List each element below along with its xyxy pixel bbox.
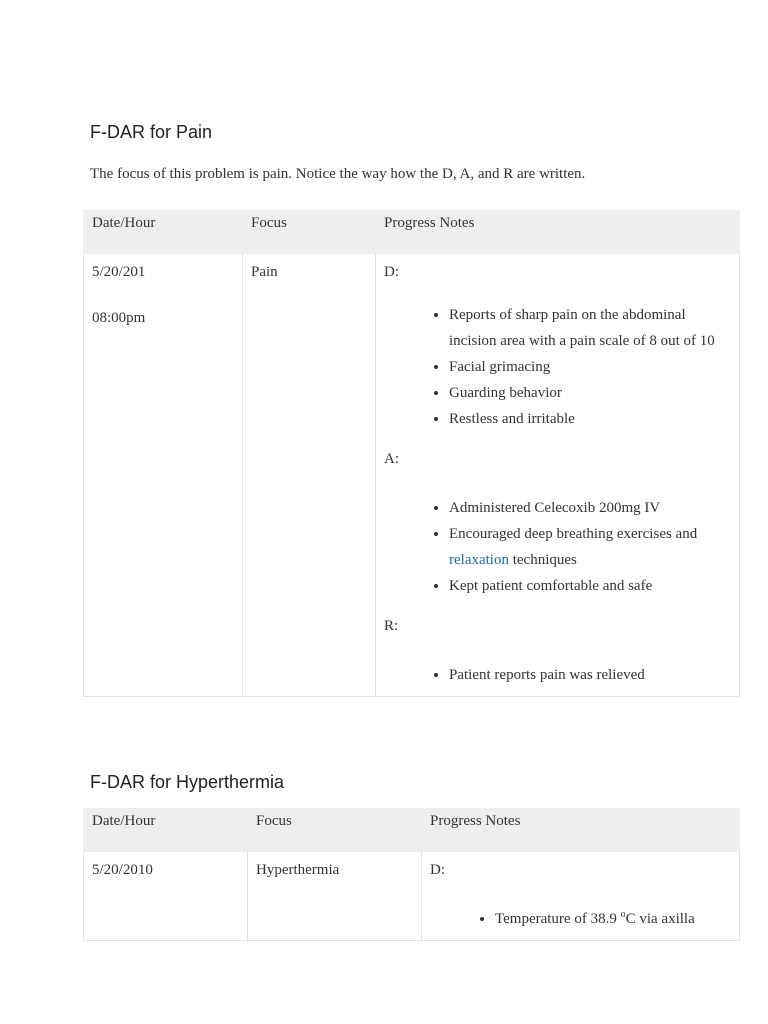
- table-row: [84, 852, 740, 941]
- entry-time: 08:00pm: [92, 310, 146, 326]
- progress-notes-cell: [422, 852, 740, 941]
- list-item: • Reports of sharp pain on the abdominal incision area with a pain scale of 8 out of 10: [449, 302, 731, 354]
- section-heading-hyperthermia: F-DAR for Hyperthermia: [90, 772, 285, 792]
- list-item-text: C via axilla: [625, 911, 695, 927]
- list-item: • Patient reports pain was relieved: [449, 662, 731, 688]
- header-focus: Focus: [243, 211, 376, 254]
- list-item-text: techniques: [508, 552, 577, 568]
- response-list: [384, 662, 731, 688]
- table-header-row: [84, 211, 740, 254]
- entry-date: 5/20/201: [92, 264, 146, 280]
- response-label: R:: [384, 618, 399, 634]
- header-date-hour: Date/Hour: [84, 809, 248, 852]
- list-item: • Kept patient comfortable and safe: [449, 573, 731, 599]
- list-item: • Administered Celecoxib 200mg IV: [449, 495, 731, 521]
- progress-notes-cell: [376, 254, 740, 697]
- degree-superscript: o: [620, 909, 626, 920]
- data-label: D:: [430, 862, 445, 878]
- list-item-text: Temperature of 38.9: [495, 911, 621, 927]
- focus-value: Pain: [251, 264, 278, 280]
- section-heading-pain: F-DAR for Pain: [90, 122, 213, 142]
- header-focus: Focus: [248, 809, 422, 852]
- entry-date: 5/20/2010: [92, 862, 153, 878]
- relaxation-link[interactable]: relaxation: [449, 552, 509, 568]
- header-progress-notes: Progress Notes: [422, 809, 740, 852]
- list-item: [495, 906, 731, 932]
- list-item: • Guarding behavior: [449, 380, 731, 406]
- header-progress-notes: Progress Notes: [376, 211, 740, 254]
- header-date-hour: Date/Hour: [84, 211, 243, 254]
- table-header-row: [84, 809, 740, 852]
- action-label: A:: [384, 451, 399, 467]
- fdar-table-pain: [83, 210, 740, 697]
- list-item: • Restless and irritable: [449, 406, 731, 432]
- list-item: • Facial grimacing: [449, 354, 731, 380]
- focus-value: Hyperthermia: [256, 862, 340, 878]
- action-list: [384, 495, 731, 599]
- date-hour-cell: [84, 254, 243, 697]
- fdar-table-hyperthermia: [83, 808, 740, 941]
- data-list: [384, 302, 731, 432]
- focus-cell: [248, 852, 422, 941]
- list-item: [449, 521, 731, 573]
- date-hour-cell: [84, 852, 248, 941]
- data-list: [430, 906, 731, 932]
- intro-paragraph: The focus of this problem is pain. Notice the way how the D, A, and R are written.: [90, 166, 586, 182]
- table-row: [84, 254, 740, 697]
- focus-cell: [243, 254, 376, 697]
- list-item-text: Encouraged deep breathing exercises and: [449, 526, 698, 542]
- data-label: D:: [384, 264, 399, 280]
